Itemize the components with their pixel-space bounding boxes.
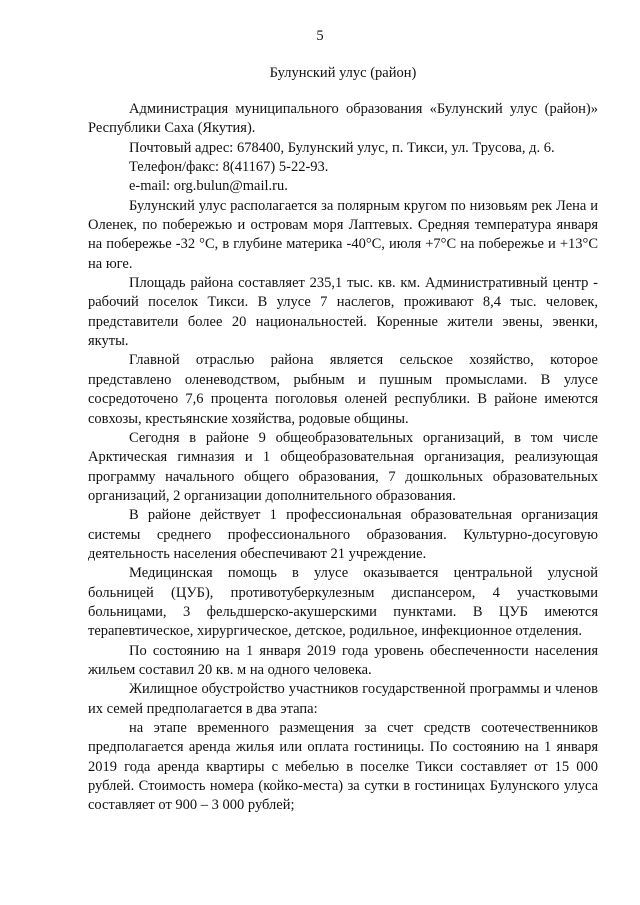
paragraph-administration: Администрация муниципального образования «Булунский улус (район)» Республики Саха (Якутия).: [88, 101, 598, 137]
paragraph-postal-address: Почтовый адрес: 678400, Булунский улус, п. Тикси, ул. Трусова, д. 6.: [129, 139, 555, 156]
paragraph-geography: Булунский улус располагается за полярным кругом по низовьям рек Лена и Оленек, по побережью и островам моря Лаптевых. Средняя температура января на побережье -32 °C, в глубине материка -40°C, июля +7°C на побережье и +13°C на юге.: [88, 197, 598, 272]
paragraph-phone-fax: Телефон/факс: 8(41167) 5-22-93.: [129, 159, 329, 176]
paragraph-email: e-mail: org.bulun@mail.ru.: [129, 178, 288, 195]
paragraph-housing-stages: Жилищное обустройство участников государственной программы и членов их семей предполагается в два этапа:: [88, 681, 598, 717]
paragraph-medical: Медицинская помощь в улусе оказывается центральной улусной больницей (ЦУБ), противотуберкулезным диспансером, 4 участковыми больницами, 3 фельдшерско-акушерскими пунктами. В ЦУБ имеются терапевтическое, хирургическое, детское, родильное, инфекционное отделения.: [88, 565, 598, 640]
page-number: 5: [316, 28, 324, 44]
paragraph-temporary-accommodation: на этапе временного размещения за счет средств соотечественников предполагается аренда жилья или оплата гостиницы. По состоянию на 1 января 2019 года аренда квартиры с мебелью в поселке Тикси составляет от 15 000 рублей. Стоимость номера (койко-места) за сутки в гостиницах Булунского улуса составляет от 900 – 3 000 рублей;: [88, 720, 598, 814]
paragraph-education: Сегодня в районе 9 общеобразовательных организаций, в том числе Арктическая гимназия и 1 общеобразовательная организация, реализующая программу начального общего образования, 7 дошкольных образовательных организаций, 2 организации дополнительного образования.: [88, 429, 598, 504]
paragraph-economy: Главной отраслью района является сельское хозяйство, которое представлено оленеводством, рыбным и пушным промыслами. В улусе сосредоточено 7,6 процента поголовья оленей республики. В районе имеются совхозы, крестьянские хозяйства, родовые общины.: [88, 352, 598, 427]
paragraph-area-population: Площадь района составляет 235,1 тыс. кв. км. Административный центр - рабочий поселок Тикси. В улусе 7 наслегов, проживают 8,4 тыс. человек, представители более 20 национальностей. Коренные жители эвены, эвенки, якуты.: [88, 275, 598, 350]
section-title: Булунский улус (район): [269, 65, 417, 81]
document-body: [88, 100, 598, 816]
paragraph-professional-education: В районе действует 1 профессиональная образовательная организация системы среднего профессионального образования. Культурно-досуговую деятельность населения обеспечивают 21 учреждение.: [88, 507, 598, 562]
paragraph-housing-provision: По состоянию на 1 января 2019 года уровень обеспеченности населения жильем составил 20 кв. м на одного человека.: [88, 642, 598, 678]
